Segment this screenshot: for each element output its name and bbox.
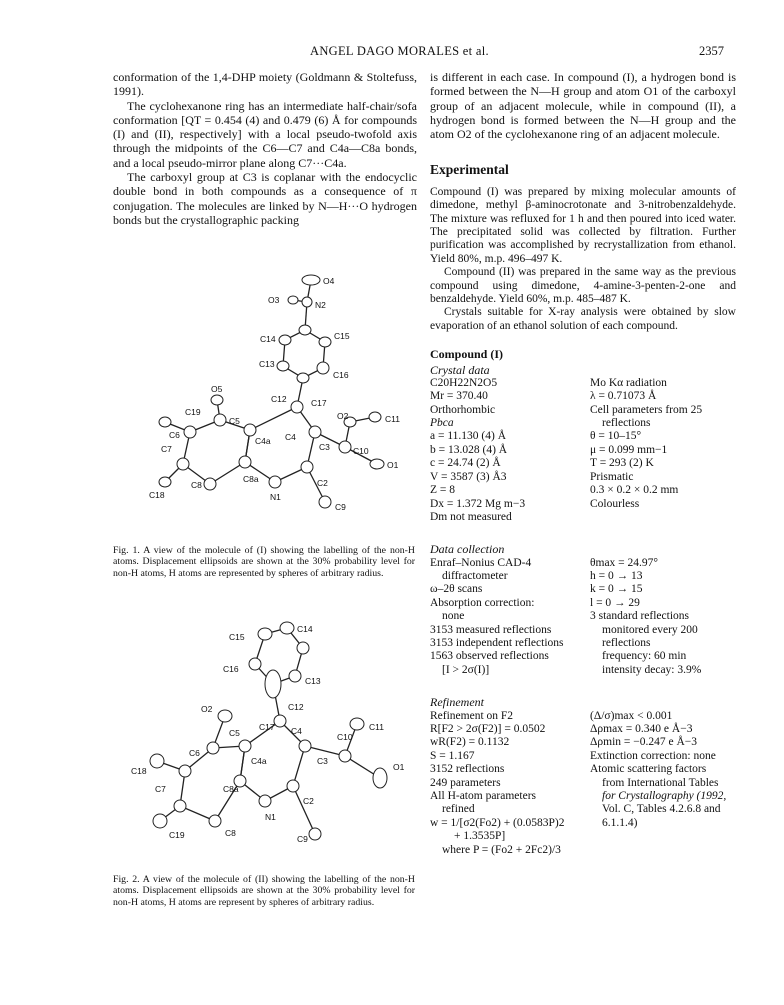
page-number: 2357 — [699, 44, 724, 58]
f1-label: O2 — [337, 411, 349, 421]
crystal-cell: Orthorhombic — [430, 403, 496, 416]
f2-label: C8 — [225, 828, 236, 838]
dc-cell: Enraf–Nonius CAD-4 — [430, 556, 532, 569]
header-author: ANGEL DAGO MORALES et al. — [310, 44, 489, 58]
f2-label: C11 — [369, 722, 384, 732]
crystal-cell: Prismatic — [590, 470, 634, 483]
dc-cell: 3 standard reflections — [590, 610, 689, 623]
crystal-cell: μ = 0.099 mm−1 — [590, 443, 668, 456]
dc-cell: Absorption correction: — [430, 596, 535, 609]
f2-label: C7 — [155, 784, 166, 794]
ref-cell: Refinement on F2 — [430, 709, 514, 722]
exp-paragraph-1: Compound (I) was prepared by mixing molecular amounts of dimedone, methyl β-aminocrotonate and 3-nitrobenzaldehyde. The mixture was refluxed for 1 h and then poured into iced water. The precipitated solid was collected by filtration. Further purification was accomplished by recrystallization from ethanol. Yield 80%, m.p. 496–497 K. — [430, 185, 736, 265]
f1-label: O4 — [323, 276, 335, 286]
ref-cell: Extinction correction: none — [590, 749, 716, 762]
crystal-cell: V = 3587 (3) Å3 — [430, 470, 507, 483]
f2-label: C14 — [297, 624, 313, 634]
crystal-cell: Dm not measured — [430, 510, 512, 523]
f2-label: C13 — [305, 676, 321, 686]
f1-label: O5 — [211, 384, 223, 394]
f1-label: C4 — [285, 432, 296, 442]
data-collection-table — [430, 557, 736, 678]
f2-label: C3 — [317, 756, 328, 766]
ref-cell: Δρmin = −0.247 e Å−3 — [590, 736, 698, 749]
f1-label: C4a — [255, 436, 271, 446]
f2-label: C16 — [223, 664, 239, 674]
f2-label: C18 — [131, 766, 147, 776]
f1-label: C13 — [259, 359, 275, 369]
dc-cell: 1563 observed reflections — [430, 650, 549, 663]
crystal-cell: 0.3 × 0.2 × 0.2 mm — [590, 484, 679, 497]
crystal-cell: Mo Kα radiation — [590, 376, 667, 389]
crystal-cell: Pbca — [430, 417, 454, 430]
f2-label: C6 — [189, 748, 200, 758]
left-column — [113, 70, 417, 227]
data-collection-heading: Data collection — [430, 542, 505, 557]
refinement-heading: Refinement — [430, 695, 484, 710]
crystal-cell: θ = 10–15° — [590, 430, 642, 443]
f1-label: O3 — [268, 295, 280, 305]
f2-label: C19 — [169, 830, 185, 840]
ref-cell: wR(F2) = 0.1132 — [430, 736, 510, 749]
crystal-cell: T = 293 (2) K — [590, 457, 654, 470]
f1-label: C14 — [260, 334, 276, 344]
f2-label: C12 — [288, 702, 304, 712]
f2-label: C17 — [259, 722, 275, 732]
f2-label: C8a — [223, 784, 239, 794]
dc-cell: k = 0 → 15 — [590, 583, 643, 596]
dc-cell: h = 0 → 13 — [590, 570, 643, 583]
ref-cell: where P = (Fo2 + 2Fc2)/3 — [442, 843, 561, 856]
ref-cell: Δρmax = 0.340 e Å−3 — [590, 722, 693, 735]
ref-cell: R[F2 > 2σ(F2)] = 0.0502 — [430, 722, 546, 735]
ref-cell: 6.1.1.4) — [602, 816, 638, 829]
f1-label: C3 — [319, 442, 330, 452]
dc-cell: diffractometer — [442, 570, 508, 583]
right-paragraph-1: is different in each case. In compound (I), a hydrogen bond is formed between the N—H group and atom O1 of the carboxyl group of an adjacent molecule, while in compound (II), a hydrogen bond is formed between the N—H group and the atom O2 of the cyclohexanone ring of an adjacent molecule. — [430, 70, 736, 142]
dc-cell: reflections — [602, 637, 651, 650]
ref-cell: Atomic scattering factors — [590, 763, 707, 776]
ref-cell: (Δ/σ)max < 0.001 — [590, 709, 673, 722]
left-paragraph-1: conformation of the 1,4-DHP moiety (Goldmann & Stoltefuss, 1991). — [113, 70, 417, 99]
running-header — [0, 44, 784, 62]
dc-cell: frequency: 60 min — [602, 650, 687, 663]
crystal-data-heading: Crystal data — [430, 362, 490, 377]
ref-cell: w = 1/[σ2(Fo2) + (0.0583P)2 — [430, 816, 565, 829]
ref-cell: for Crystallography (1992, — [602, 790, 727, 802]
f2-label: C15 — [229, 632, 245, 642]
crystal-data-table — [430, 377, 736, 524]
dc-cell: monitored every 200 — [602, 623, 698, 636]
f1-label: C7 — [161, 444, 172, 454]
f2-label: C10 — [337, 732, 353, 742]
ref-cell: 249 parameters — [430, 776, 501, 789]
f1-label: C16 — [333, 370, 349, 380]
ref-cell: refined — [442, 803, 475, 816]
compound-heading: Compound (I) — [430, 347, 504, 362]
dc-cell: 3153 measured reflections — [430, 623, 552, 636]
right-column — [430, 70, 736, 857]
f1-label: N1 — [270, 492, 281, 502]
f1-label: O1 — [387, 460, 399, 470]
crystal-cell: λ = 0.71073 Å — [590, 390, 657, 403]
figure-2-molecule-diagram — [125, 606, 415, 871]
f2-label: O1 — [393, 762, 405, 772]
ref-cell: 3152 reflections — [430, 763, 505, 776]
f1-label: N2 — [315, 300, 326, 310]
figure-2-caption: Fig. 2. A view of the molecule of (II) showing the labelling of the non-H atoms. Displacement ellipsoids are shown at the 30% probability level for non-H atoms, H atoms are represent by spheres of arbitrary radius. — [113, 874, 415, 908]
f2-label: O2 — [201, 704, 213, 714]
experimental-heading: Experimental — [430, 162, 509, 178]
figure-1-molecule-diagram — [125, 272, 415, 542]
dc-cell: [I > 2σ(I)] — [442, 663, 490, 676]
dc-cell: ω–2θ scans — [430, 583, 483, 596]
f1-label: C12 — [271, 394, 287, 404]
f2-label: C5 — [229, 728, 240, 738]
left-paragraph-2: The cyclohexanone ring has an intermediate half-chair/sofa conformation [QT = 0.454 (4) and 0.479 (6) Å for compounds (I) and (II), respectively] with a local pseudo-twofold axis through the midpoints of the C6—C7 and C4a—C8a bonds, and a local pseudo-mirror plane along C7···C4a. — [113, 98, 417, 170]
ref-cell: S = 1.167 — [430, 749, 475, 762]
dc-cell: intensity decay: 3.9% — [602, 663, 702, 676]
crystal-cell: a = 11.130 (4) Å — [430, 430, 507, 443]
f2-label: C9 — [297, 834, 308, 844]
f1-label: C11 — [385, 414, 400, 424]
f1-label: C15 — [334, 331, 350, 341]
f1-label: C18 — [149, 490, 165, 500]
figure-1-caption: Fig. 1. A view of the molecule of (I) showing the labelling of the non-H atoms. Displacement ellipsoids are shown at the 30% probability level for non-H atoms, H atoms are represented by spheres of arbitrary radius. — [113, 545, 415, 579]
f2-label: C4 — [291, 726, 302, 736]
dc-cell: none — [442, 610, 465, 623]
exp-paragraph-3: Crystals suitable for X-ray analysis were obtained by slow evaporation of an ethanol solution of each compound. — [430, 306, 736, 332]
f2-label: N1 — [265, 812, 276, 822]
f1-label: C5 — [229, 416, 240, 426]
crystal-cell: reflections — [602, 417, 651, 430]
left-paragraph-3: The carboxyl group at C3 is coplanar with the endocyclic double bond in both compounds as a consequence of π conjugation. The molecules are linked by N—H···O hydrogen bonds but the crystallographic packing — [113, 170, 417, 227]
f1-label: C8 — [191, 480, 202, 490]
dc-cell: 3153 independent reflections — [430, 637, 564, 650]
f1-label: C10 — [353, 446, 369, 456]
crystal-cell: Dx = 1.372 Mg m−3 — [430, 497, 526, 510]
dc-cell: l = 0 → 29 — [590, 596, 640, 609]
crystal-cell: Z = 8 — [430, 484, 456, 497]
crystal-cell: b = 13.028 (4) Å — [430, 443, 508, 456]
f2-label: C2 — [303, 796, 314, 806]
crystal-cell: Cell parameters from 25 — [590, 403, 703, 416]
f1-label: C6 — [169, 430, 180, 440]
exp-paragraph-2: Compound (II) was prepared in the same way as the previous compound using dimedone, 4-amine-3-penten-2-one and benzaldehyde. Yield 60%, m.p. 485–487 K. — [430, 266, 736, 306]
crystal-cell: Mr = 370.40 — [430, 390, 488, 403]
f2-label: C4a — [251, 756, 267, 766]
ref-cell: from International Tables — [602, 776, 719, 789]
dc-cell: θmax = 24.97° — [590, 556, 659, 569]
f1-label: C17 — [311, 398, 327, 408]
crystal-cell: c = 24.74 (2) Å — [430, 457, 501, 470]
refinement-table — [430, 710, 736, 857]
f1-label: C2 — [317, 478, 328, 488]
f1-label: C19 — [185, 407, 201, 417]
crystal-cell: C20H22N2O5 — [430, 376, 498, 389]
ref-cell: All H-atom parameters — [430, 790, 537, 802]
f1-label: C9 — [335, 502, 346, 512]
ref-cell: Vol. C, Tables 4.2.6.8 and — [602, 803, 721, 816]
crystal-cell: Colourless — [590, 497, 640, 510]
f1-label: C8a — [243, 474, 259, 484]
ref-cell: + 1.3535P] — [454, 830, 506, 843]
